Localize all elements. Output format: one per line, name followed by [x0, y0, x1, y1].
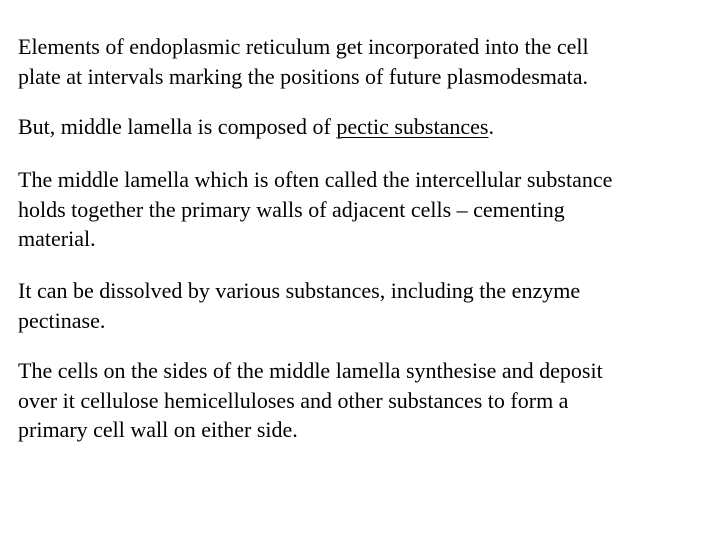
paragraph-intercellular-substance: The middle lamella which is often called the intercellular substance holds together the primary walls of adjacent cells – cementing material.: [18, 167, 613, 251]
paragraph-text-end: .: [488, 114, 494, 139]
paragraph-er-cell-plate: Elements of endoplasmic reticulum get incorporated into the cell plate at intervals marking the positions of future plasmodesmata.: [18, 34, 589, 89]
paragraph-pectinase: It can be dissolved by various substances, including the enzyme pectinase.: [18, 278, 581, 333]
paragraph-primary-cell-wall: The cells on the sides of the middle lamella synthesise and deposit over it cellulose hemicelluloses and other substances to form a primary cell wall on either side.: [18, 358, 603, 442]
pectic-substances-term: pectic substances: [336, 114, 489, 139]
paragraph-middle-lamella-composition: [18, 112, 708, 142]
paragraph-text-start: But, middle lamella is composed of: [18, 114, 337, 139]
